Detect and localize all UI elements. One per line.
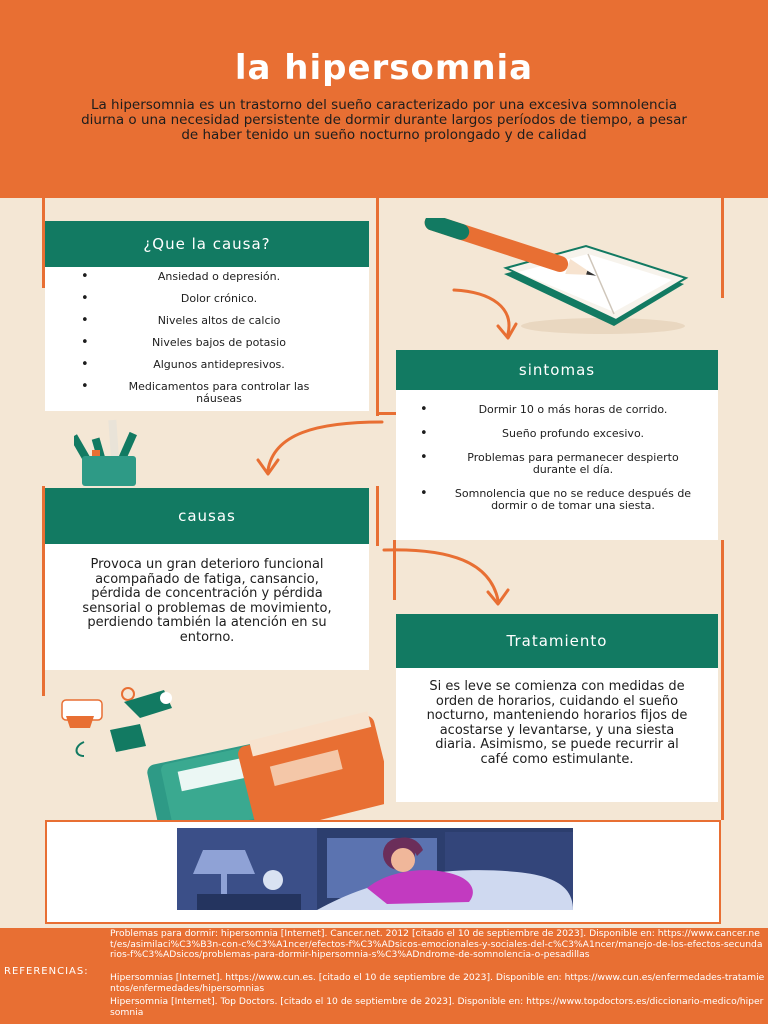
list-item: • Niveles bajos de potasio	[75, 337, 329, 349]
sleeping-person-image	[177, 828, 573, 910]
intro-text: La hipersomnia es un trastorno del sueño caracterizado por una excesiva somnolencia diurna o una necesidad persistente de dormir durante largos períodos de tiempo, a pesar de haber tenido un sueño nocturno prolongado y de calidad	[81, 97, 687, 143]
arrow-icon	[246, 416, 386, 480]
list-item: • Niveles altos de calcio	[75, 315, 329, 327]
decor-line	[721, 198, 724, 298]
list-item: • Somnolencia que no se reduce después de dormir o de tomar una siesta.	[414, 488, 698, 512]
list-item: • Problemas para permanecer despierto durante el día.	[414, 452, 698, 476]
page-title: la hipersomnia	[234, 48, 534, 88]
symptoms-list	[396, 390, 718, 512]
causes-list-card	[45, 221, 369, 411]
symptoms-card	[396, 350, 718, 540]
list-item: • Dolor crónico.	[75, 293, 329, 305]
notebook-pen-illustration	[408, 218, 718, 340]
list-item: • Dormir 10 o más horas de corrido.	[414, 404, 698, 416]
effects-title: causas	[45, 488, 369, 544]
decor-line	[376, 486, 379, 546]
list-item: • Algunos antidepresivos.	[75, 359, 329, 371]
effects-text: Provoca un gran deterioro funcional acompañado de fatiga, cansancio, pérdida de concentración y pérdida sensorial o problemas de movimiento, perdiendo también la atención en su entorno.	[82, 557, 332, 645]
decor-line	[376, 238, 379, 416]
books-clips-illustration	[54, 686, 384, 820]
causes-list	[45, 271, 369, 405]
pencil-cup-illustration	[74, 414, 154, 488]
symptoms-title: sintomas	[396, 350, 718, 390]
reference-item: Hipersomnia [Internet]. Top Doctors. [citado el 10 de septiembre de 2023]. Disponible en: https://www.topdoctors.es/diccionario-medico/hipersomnia	[110, 996, 764, 1018]
effects-card	[45, 488, 369, 670]
arrow-icon	[380, 544, 520, 610]
reference-item: Problemas para dormir: hipersomnia [Internet]. Cancer.net. 2012 [citado el 10 de septiembre de 2023]. Disponible en: https://www.cancer.net/es/asimilaci%C3%B3n-con-c%C3%A1ncer/efectos-f%C3%ADsicos-emocionales-y-sociales-del-c%C3%A1ncer/manejo-de-los-efectos-secundarios-f%C3%ADsicos/problemas-para-dormir-hipersomnia-s%C3%ADndrome-de-somnolencia-o-pesadillas	[110, 928, 763, 960]
list-item: • Medicamentos para controlar las náuseas	[75, 381, 329, 405]
list-item: • Sueño profundo excesivo.	[414, 428, 698, 440]
reference-item: Hipersomnias [Internet]. https://www.cun.es. [citado el 10 de septiembre de 2023]. Disponible en: https://www.cun.es/enfermedades-tratamientos/enfermedades/hipersomnias	[110, 972, 765, 994]
sleep-image-frame	[45, 820, 721, 924]
list-item: • Ansiedad o depresión.	[75, 271, 329, 283]
decor-line	[721, 540, 724, 820]
treatment-card	[396, 614, 718, 802]
causes-list-title: ¿Que la causa?	[45, 221, 369, 267]
treatment-text: Si es leve se comienza con medidas de orden de horarios, cuidando el sueño nocturno, manteniendo horarios fijos de acostarse y levantarse, y una siesta diaria. Asimismo, se puede recurrir al café como estimulante.	[426, 679, 688, 767]
decor-line	[376, 198, 379, 238]
treatment-title: Tratamiento	[396, 614, 718, 668]
references-label: REFERENCIAS:	[4, 966, 89, 977]
